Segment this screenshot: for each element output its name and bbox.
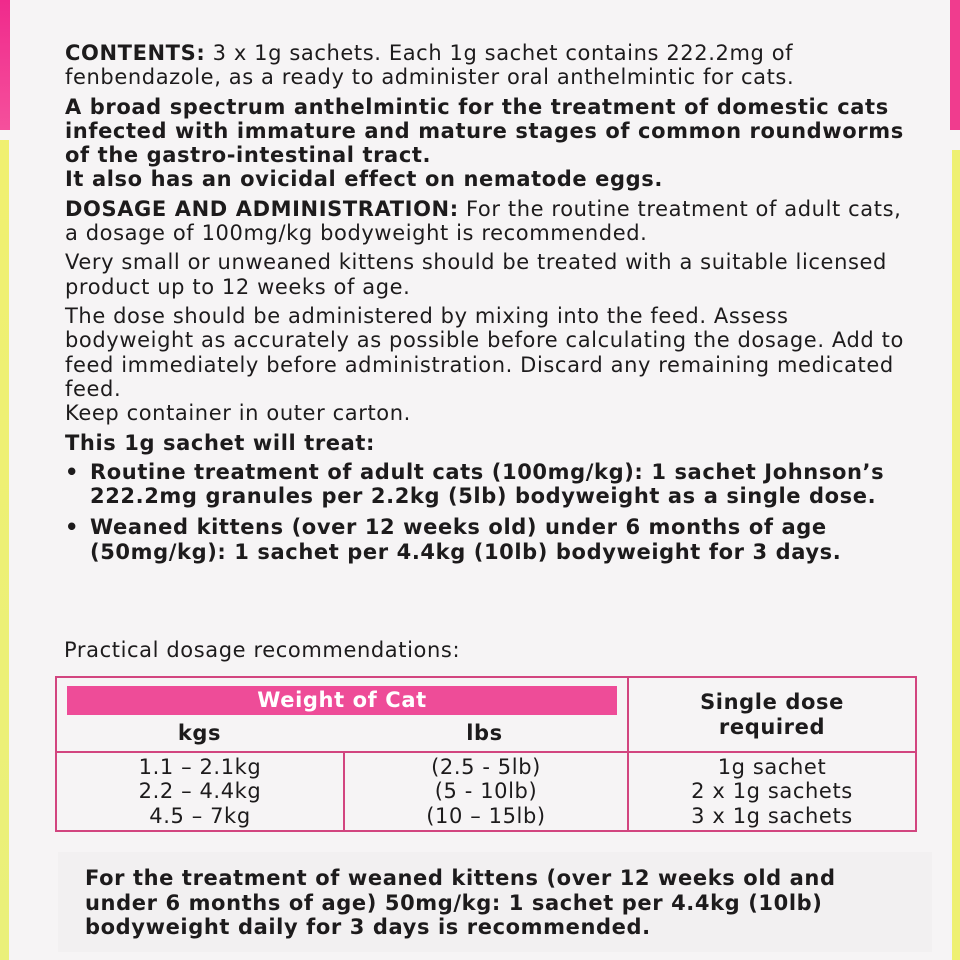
kitten-treatment-note: For the treatment of weaned kittens (over 12 weeks old and under 6 months of age) 50mg/kg: 1 sachet per 4.4kg (10lb) bodyweight daily for 3 days is recommended.: [85, 866, 836, 939]
leaflet-body: [65, 41, 915, 571]
dose-column: [628, 752, 916, 831]
lbs-header: lbs: [466, 721, 503, 745]
practical-dosage-caption: Practical dosage recommendations:: [64, 638, 461, 662]
table-cell-dose: 3 x 1g sachets: [691, 803, 853, 828]
yellow-edge-left: [0, 140, 9, 960]
weight-header-cell: [56, 677, 628, 752]
keep-paragraph: Keep container in outer carton.: [65, 401, 411, 426]
table-cell-kg: 2.2 – 4.4kg: [138, 779, 262, 804]
table-cell-dose: 2 x 1g sachets: [691, 779, 853, 804]
treatment-list: [65, 460, 915, 564]
dose-header-cell: [628, 677, 916, 752]
kgs-column: [56, 752, 344, 831]
spectrum-paragraph: A broad spectrum anthelmintic for the treatment of domestic cats infected with immature and mature stages of common roundworms of the gastro-intestinal tract.: [65, 94, 904, 168]
single-dose-header: Single dose required: [700, 689, 844, 739]
treat-heading: This 1g sachet will treat:: [65, 431, 376, 456]
contents-paragraph: [65, 41, 915, 90]
list-item: • Weaned kittens (over 12 weeks old) under 6 months of age (50mg/kg): 1 sachet per 4.4kg (10lb) bodyweight for 3 days.: [65, 515, 842, 564]
dosage-table: [55, 676, 917, 832]
pink-edge-left: [0, 0, 10, 130]
bullet-icon: •: [65, 459, 80, 484]
dosage-text: For the routine treatment of adult cats, a dosage of 100mg/kg bodyweight is recommended.: [65, 196, 902, 246]
list-item: • Routine treatment of adult cats (100mg/kg): 1 sachet Johnson’s 222.2mg granules per 2.2kg (5lb) bodyweight as a single dose.: [65, 459, 885, 509]
table-cell-lb: (10 – 15lb): [426, 803, 546, 828]
kgs-header: kgs: [177, 721, 222, 745]
dosage-paragraph: [65, 197, 915, 246]
lbs-column: [344, 752, 628, 831]
table-cell-dose: 1g sachet: [717, 754, 827, 779]
table-cell-kg: 4.5 – 7kg: [149, 803, 251, 828]
table-cell-kg: 1.1 – 2.1kg: [138, 754, 262, 779]
yellow-edge-right: [952, 150, 960, 960]
pink-edge-right: [950, 0, 960, 130]
weight-of-cat-header: Weight of Cat: [67, 686, 617, 715]
ovicidal-paragraph: It also has an ovicidal effect on nematode eggs.: [65, 167, 663, 192]
table-cell-lb: (2.5 - 5lb): [431, 754, 541, 779]
kittens-paragraph: Very small or unweaned kittens should be treated with a suitable licensed product up to 12 weeks of age.: [65, 250, 887, 299]
dosage-label: DOSAGE AND ADMINISTRATION:: [65, 196, 459, 221]
contents-text: 3 x 1g sachets. Each 1g sachet contains 222.2mg of fenbendazole, as a ready to administer oral anthelmintic for cats.: [65, 41, 795, 90]
bullet-icon: •: [65, 515, 80, 540]
administer-paragraph: The dose should be administered by mixing into the feed. Assess bodyweight as accurately as possible before calculating the dosage. Add to feed immediately before administration. Discard any remaining medicated feed.: [65, 303, 904, 401]
contents-label: CONTENTS:: [65, 41, 206, 65]
table-cell-lb: (5 - 10lb): [434, 779, 538, 804]
